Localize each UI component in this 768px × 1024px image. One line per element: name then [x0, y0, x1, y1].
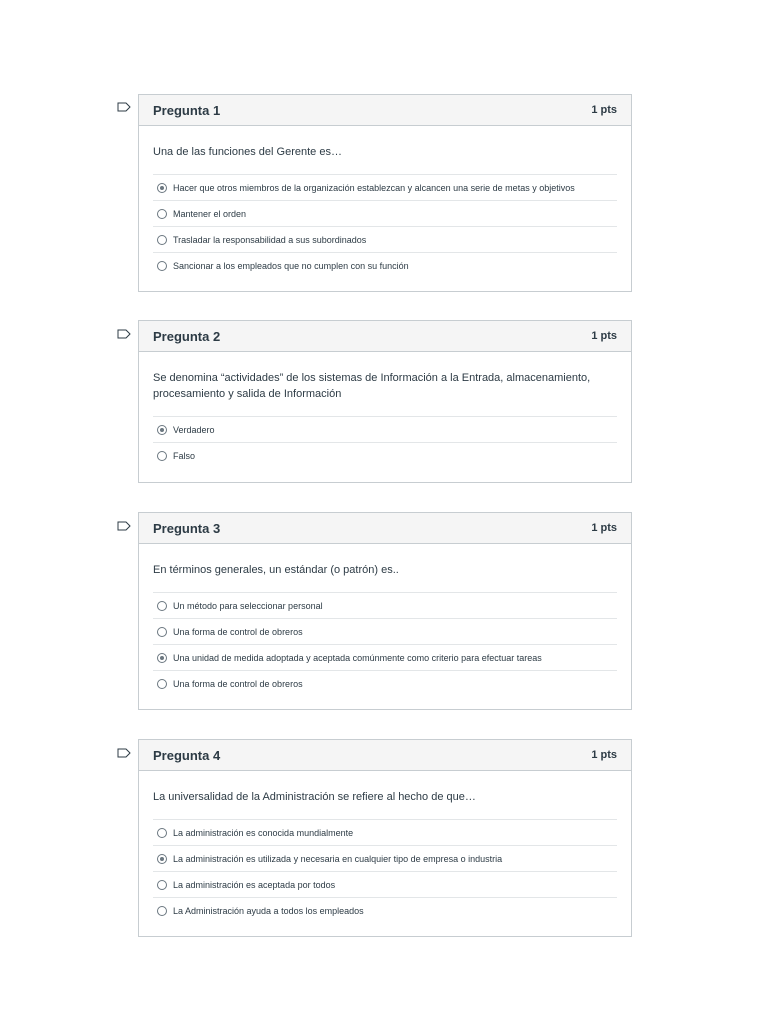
flag-question-icon[interactable] — [117, 329, 131, 339]
radio-button[interactable] — [157, 679, 167, 689]
radio-button[interactable] — [157, 209, 167, 219]
question-points: 1 pts — [591, 104, 617, 116]
question-body — [139, 126, 631, 288]
question-header — [139, 513, 631, 544]
answer-label: Mantener el orden — [173, 208, 247, 219]
answer-option-selected[interactable] — [153, 174, 617, 200]
answer-label: La administración es aceptada por todos — [173, 879, 336, 890]
answer-label: La administración es conocida mundialmente — [173, 827, 354, 838]
radio-button[interactable] — [157, 425, 167, 435]
question-text: En términos generales, un estándar (o patrón) es.. — [153, 564, 399, 576]
question-card-1 — [138, 94, 632, 292]
question-body — [139, 771, 631, 933]
flag-question-icon[interactable] — [117, 521, 131, 531]
answer-option[interactable] — [153, 897, 617, 923]
radio-button[interactable] — [157, 601, 167, 611]
question-points: 1 pts — [591, 522, 617, 534]
answer-option-selected[interactable] — [153, 644, 617, 670]
answer-option[interactable] — [153, 200, 617, 226]
answer-option[interactable] — [153, 442, 617, 468]
radio-button[interactable] — [157, 183, 167, 193]
radio-button[interactable] — [157, 627, 167, 637]
question-text: Una de las funciones del Gerente es… — [153, 146, 342, 158]
question-body — [139, 544, 631, 706]
radio-button[interactable] — [157, 451, 167, 461]
question-title: Pregunta 1 — [153, 102, 221, 118]
question-title: Pregunta 3 — [153, 520, 221, 536]
answer-label: Un método para seleccionar personal — [173, 600, 323, 611]
radio-button[interactable] — [157, 880, 167, 890]
answer-option[interactable] — [153, 618, 617, 644]
flag-question-icon[interactable] — [117, 102, 131, 112]
radio-button[interactable] — [157, 261, 167, 271]
radio-button[interactable] — [157, 906, 167, 916]
question-body — [139, 352, 631, 478]
flag-question-icon[interactable] — [117, 748, 131, 758]
answer-option[interactable] — [153, 819, 617, 845]
answer-option[interactable] — [153, 226, 617, 252]
answer-label: La administración es utilizada y necesaria en cualquier tipo de empresa o industria — [173, 853, 503, 864]
answer-option[interactable] — [153, 871, 617, 897]
question-points: 1 pts — [591, 330, 617, 342]
answer-label: Hacer que otros miembros de la organización establezcan y alcancen una serie de metas y objetivos — [173, 182, 575, 193]
question-title: Pregunta 4 — [153, 747, 221, 763]
answer-label: Verdadero — [173, 424, 215, 435]
question-card-2 — [138, 320, 632, 483]
answer-option-selected[interactable] — [153, 416, 617, 442]
question-text: La universalidad de la Administración se refiere al hecho de que… — [153, 791, 476, 803]
question-points: 1 pts — [591, 749, 617, 761]
answer-label: Trasladar la responsabilidad a sus subordinados — [173, 234, 367, 245]
radio-button[interactable] — [157, 854, 167, 864]
answer-option[interactable] — [153, 592, 617, 618]
question-card-4 — [138, 739, 632, 937]
question-title: Pregunta 2 — [153, 328, 221, 344]
question-header — [139, 740, 631, 771]
answer-label: Falso — [173, 450, 196, 461]
answer-label: Una unidad de medida adoptada y aceptada comúnmente como criterio para efectuar tareas — [173, 652, 542, 663]
question-header — [139, 321, 631, 352]
radio-button[interactable] — [157, 235, 167, 245]
question-card-3 — [138, 512, 632, 710]
answer-label: Una forma de control de obreros — [173, 678, 303, 689]
answer-option[interactable] — [153, 252, 617, 278]
answer-option-selected[interactable] — [153, 845, 617, 871]
radio-button[interactable] — [157, 653, 167, 663]
answer-label: Una forma de control de obreros — [173, 626, 303, 637]
radio-button[interactable] — [157, 828, 167, 838]
answer-option[interactable] — [153, 670, 617, 696]
answer-label: La Administración ayuda a todos los empleados — [173, 905, 364, 916]
answer-label: Sancionar a los empleados que no cumplen con su función — [173, 260, 409, 271]
question-header — [139, 95, 631, 126]
question-text: Se denomina “actividades” de los sistemas de Información a la Entrada, almacenamiento, procesamiento y salida de Información — [153, 372, 591, 400]
